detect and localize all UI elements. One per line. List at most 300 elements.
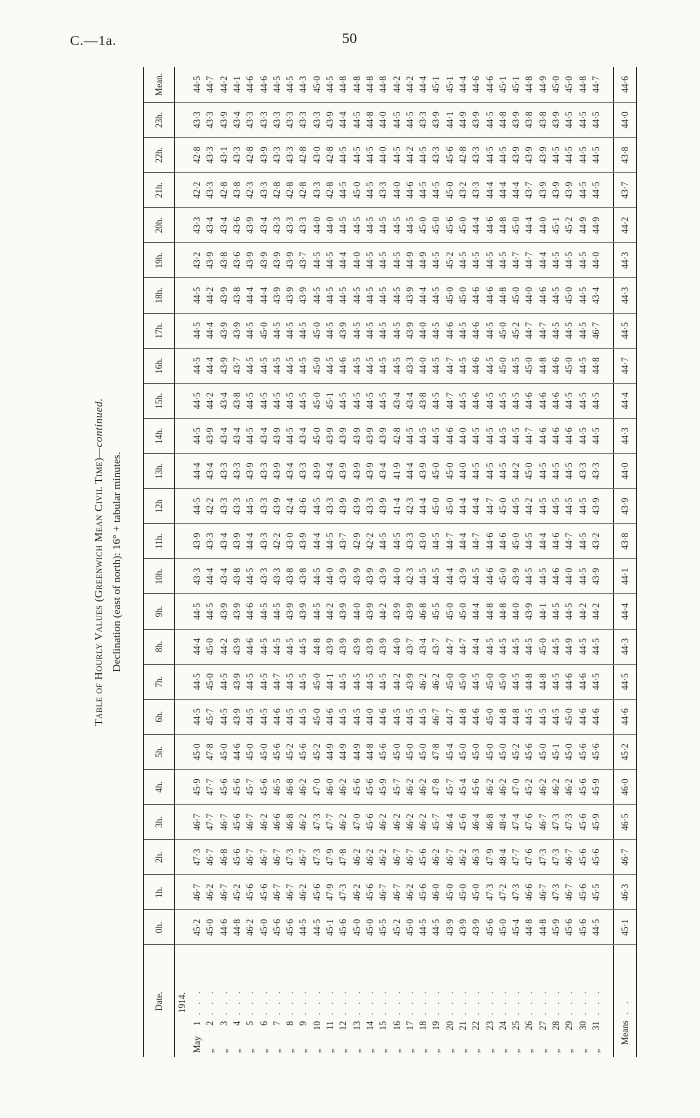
value-cell: 44·5: [430, 348, 443, 383]
value-cell: 44·5: [484, 348, 497, 383]
value-cell: 44·5: [257, 348, 270, 383]
value-cell: 44·8: [364, 734, 377, 769]
value-cell: 44·5: [470, 664, 483, 699]
caption-title-main: Table of Hourly Values (Greenwich Mean Civil Time): [93, 457, 105, 726]
caption-subtitle: Declination (east of north): 16° + tabular minutes.: [111, 451, 123, 673]
value-cell: 43·4: [297, 418, 310, 453]
leader-dots: . . .: [285, 988, 296, 1015]
empty-cell: [603, 769, 614, 804]
value-cell: 45·6: [457, 805, 470, 840]
value-cell: 44·5: [563, 489, 576, 524]
value-cell: 45·4: [457, 769, 470, 804]
value-cell: 43·3: [204, 524, 217, 559]
value-cell: 43·8: [231, 559, 244, 594]
value-cell: 44·5: [430, 418, 443, 453]
value-cell: 44·5: [364, 208, 377, 243]
value-cell: 44·5: [577, 629, 590, 664]
value-cell: 43·9: [351, 629, 364, 664]
value-cell: 43·9: [377, 489, 390, 524]
value-cell: 44·5: [257, 383, 270, 418]
value-cell: 44·4: [510, 173, 523, 208]
value-cell: 44·8: [510, 699, 523, 734]
value-cell: 44·5: [284, 67, 297, 102]
value-cell: 44·5: [430, 173, 443, 208]
month-label: „: [577, 1048, 588, 1053]
value-cell: 44·5: [484, 313, 497, 348]
value-cell: 47·8: [430, 734, 443, 769]
value-cell: 45·2: [444, 243, 457, 278]
date-cell: [257, 945, 270, 1057]
value-cell: 45·0: [470, 734, 483, 769]
value-cell: 44·2: [377, 594, 390, 629]
value-cell: 46·2: [337, 805, 350, 840]
value-cell: 44·5: [404, 208, 417, 243]
value-cell: 45·6: [577, 805, 590, 840]
value-cell: 43·3: [204, 173, 217, 208]
value-cell: 44·5: [590, 102, 603, 137]
value-cell: 43·9: [271, 418, 284, 453]
value-cell: 47·8: [337, 840, 350, 875]
value-cell: 45·0: [204, 629, 217, 664]
value-cell: 44·5: [590, 664, 603, 699]
value-cell: 45·6: [364, 805, 377, 840]
value-cell: 43·9: [324, 629, 337, 664]
value-cell: 44·4: [444, 559, 457, 594]
value-cell: 45·4: [444, 734, 457, 769]
value-cell: 44·4: [191, 453, 204, 488]
value-cell: 43·9: [377, 418, 390, 453]
leader-dots: . . .: [497, 988, 508, 1015]
value-cell: 44·5: [364, 313, 377, 348]
value-cell: 47·0: [351, 805, 364, 840]
value-cell: 43·3: [284, 102, 297, 137]
day-number: 5: [245, 1021, 256, 1026]
empty-cell: [175, 67, 192, 102]
leader-dots: . . .: [298, 988, 309, 1015]
empty-cell: [175, 524, 192, 559]
value-cell: 44·5: [337, 383, 350, 418]
leader-dots: . . .: [577, 988, 588, 1015]
value-cell: 44·4: [470, 594, 483, 629]
date-cell: [577, 945, 590, 1057]
value-cell: 43·9: [337, 594, 350, 629]
value-cell: 45·0: [311, 313, 324, 348]
value-cell: 44·5: [577, 137, 590, 172]
value-cell: 47·7: [510, 840, 523, 875]
value-cell: 43·4: [404, 383, 417, 418]
value-cell: 43·9: [284, 594, 297, 629]
value-cell: 42·3: [244, 173, 257, 208]
empty-cell: [603, 348, 614, 383]
mean-value-cell: 44·6: [614, 67, 637, 102]
table-row: [337, 67, 350, 1057]
table-row: [377, 67, 390, 1057]
value-cell: 44·5: [337, 278, 350, 313]
empty-cell: [603, 664, 614, 699]
value-cell: 46·7: [444, 840, 457, 875]
empty-cell: [603, 67, 614, 102]
value-cell: 46·2: [351, 840, 364, 875]
empty-cell: [603, 910, 614, 945]
value-cell: 44·7: [523, 418, 536, 453]
value-cell: 42·2: [364, 524, 377, 559]
value-cell: 45·5: [590, 875, 603, 910]
value-cell: 46·7: [271, 840, 284, 875]
value-cell: 43·0: [311, 137, 324, 172]
value-cell: 44·6: [537, 418, 550, 453]
value-cell: 45·9: [590, 769, 603, 804]
value-cell: 43·9: [351, 489, 364, 524]
date-cell: [351, 945, 364, 1057]
value-cell: 43·9: [244, 208, 257, 243]
table-row: [563, 67, 576, 1057]
hour-column-header: 15h.: [144, 383, 175, 418]
value-cell: 45·0: [563, 67, 576, 102]
value-cell: 44·4: [417, 489, 430, 524]
value-cell: 46·7: [191, 875, 204, 910]
month-label: „: [484, 1048, 495, 1053]
value-cell: 44·5: [390, 524, 403, 559]
value-cell: 45·1: [324, 910, 337, 945]
table-row: [537, 67, 550, 1057]
value-cell: 44·5: [377, 664, 390, 699]
value-cell: 45·6: [364, 769, 377, 804]
mean-value-cell: 43·8: [614, 137, 637, 172]
value-cell: 43·9: [417, 453, 430, 488]
value-cell: 44·5: [497, 137, 510, 172]
value-cell: 47·3: [550, 805, 563, 840]
empty-cell: [175, 173, 192, 208]
value-cell: 45·0: [523, 348, 536, 383]
value-cell: 44·4: [523, 208, 536, 243]
value-cell: 44·0: [364, 699, 377, 734]
value-cell: 44·5: [191, 664, 204, 699]
mean-value-cell: 44·5: [614, 664, 637, 699]
value-cell: 43·9: [204, 418, 217, 453]
value-cell: 44·5: [364, 278, 377, 313]
mean-value-cell: 46·5: [614, 805, 637, 840]
value-cell: 44·5: [284, 699, 297, 734]
value-cell: 44·0: [390, 173, 403, 208]
value-cell: 45·0: [430, 489, 443, 524]
value-cell: 44·5: [337, 208, 350, 243]
value-cell: 44·8: [537, 910, 550, 945]
value-cell: 44·6: [550, 524, 563, 559]
value-cell: 45·0: [311, 418, 324, 453]
hour-column-header: 19h.: [144, 243, 175, 278]
value-cell: 43·9: [337, 313, 350, 348]
value-cell: 43·3: [470, 137, 483, 172]
value-cell: 47·3: [550, 875, 563, 910]
value-cell: 43·0: [284, 524, 297, 559]
value-cell: 44·5: [577, 524, 590, 559]
table-row: [457, 67, 470, 1057]
value-cell: 44·5: [311, 559, 324, 594]
value-cell: 46·7: [537, 805, 550, 840]
value-cell: 44·4: [204, 348, 217, 383]
mean-value-cell: 44·2: [614, 208, 637, 243]
date-cell: [444, 945, 457, 1057]
value-cell: 44·7: [271, 664, 284, 699]
value-cell: 44·5: [351, 102, 364, 137]
value-cell: 43·9: [550, 173, 563, 208]
value-cell: 43·8: [523, 102, 536, 137]
value-cell: 44·7: [470, 524, 483, 559]
leader-dots: . . .: [338, 988, 349, 1015]
day-number: 21: [457, 1021, 468, 1031]
month-label: „: [205, 1048, 216, 1053]
value-cell: 46·7: [390, 875, 403, 910]
value-cell: 44·5: [457, 313, 470, 348]
value-cell: 44·5: [284, 629, 297, 664]
value-cell: 44·5: [311, 910, 324, 945]
date-cell: [377, 945, 390, 1057]
value-cell: 43·4: [218, 418, 231, 453]
value-cell: 44·4: [470, 208, 483, 243]
value-cell: 45·7: [430, 805, 443, 840]
value-cell: 47·3: [484, 875, 497, 910]
date-column-header: Date.: [144, 945, 175, 1057]
date-cell: [284, 945, 297, 1057]
empty-cell: [175, 734, 192, 769]
hour-column-header: 11h.: [144, 524, 175, 559]
value-cell: 43·3: [364, 489, 377, 524]
hour-column-header: 6h.: [144, 699, 175, 734]
value-cell: 43·4: [284, 453, 297, 488]
value-cell: 44·6: [563, 418, 576, 453]
date-cell: [470, 945, 483, 1057]
value-cell: 45·0: [311, 699, 324, 734]
value-cell: 45·9: [191, 769, 204, 804]
value-cell: 46·2: [257, 805, 270, 840]
value-cell: 43·9: [244, 243, 257, 278]
value-cell: 43·9: [231, 524, 244, 559]
value-cell: 43·8: [218, 243, 231, 278]
value-cell: 45·0: [457, 208, 470, 243]
value-cell: 44·7: [484, 489, 497, 524]
value-cell: 45·0: [497, 559, 510, 594]
hour-column-header: 7h.: [144, 664, 175, 699]
value-cell: 44·5: [550, 664, 563, 699]
value-cell: 44·9: [324, 734, 337, 769]
table-row: [364, 67, 377, 1057]
value-cell: 44·5: [390, 208, 403, 243]
value-cell: 45·1: [324, 383, 337, 418]
value-cell: 44·5: [191, 489, 204, 524]
value-cell: 43·9: [337, 559, 350, 594]
mean-value-cell: 44·3: [614, 278, 637, 313]
value-cell: 44·8: [537, 664, 550, 699]
value-cell: 47·3: [550, 840, 563, 875]
day-number: 9: [298, 1021, 309, 1026]
value-cell: 45·6: [590, 734, 603, 769]
value-cell: 44·5: [271, 313, 284, 348]
value-cell: 45·6: [231, 769, 244, 804]
value-cell: 46·2: [244, 910, 257, 945]
value-cell: 46·7: [244, 840, 257, 875]
empty-cell: [603, 208, 614, 243]
value-cell: 44·6: [271, 699, 284, 734]
value-cell: 44·7: [204, 67, 217, 102]
value-cell: 44·5: [497, 243, 510, 278]
day-number: 11: [325, 1021, 336, 1030]
date-cell: [324, 945, 337, 1057]
empty-cell: [603, 489, 614, 524]
table-row: [390, 67, 403, 1057]
value-cell: 44·5: [351, 699, 364, 734]
month-label: „: [218, 1048, 229, 1053]
value-cell: 43·9: [204, 243, 217, 278]
value-cell: 44·5: [271, 383, 284, 418]
value-cell: 44·4: [470, 629, 483, 664]
value-cell: 46·2: [204, 875, 217, 910]
value-cell: 42·8: [284, 173, 297, 208]
value-cell: 45·1: [550, 734, 563, 769]
value-cell: 43·6: [231, 243, 244, 278]
empty-cell: [603, 875, 614, 910]
value-cell: 44·4: [457, 524, 470, 559]
value-cell: 43·9: [257, 137, 270, 172]
value-cell: 44·5: [337, 137, 350, 172]
leader-dots: . . .: [218, 988, 229, 1015]
date-cell: [417, 945, 430, 1057]
day-number: 26: [524, 1021, 535, 1031]
value-cell: 44·5: [590, 418, 603, 453]
value-cell: 45·9: [377, 769, 390, 804]
mean-value-cell: 44·3: [614, 418, 637, 453]
value-cell: 47·6: [523, 840, 536, 875]
value-cell: 44·2: [218, 67, 231, 102]
value-cell: 45·0: [351, 910, 364, 945]
hour-column-header: 12h: [144, 489, 175, 524]
value-cell: 45·0: [563, 734, 576, 769]
value-cell: 44·6: [244, 594, 257, 629]
value-cell: 43·8: [231, 278, 244, 313]
hour-column-header: 1h.: [144, 875, 175, 910]
value-cell: 44·5: [510, 489, 523, 524]
empty-cell: [175, 208, 192, 243]
value-cell: 43·4: [218, 559, 231, 594]
leader-dots: . . .: [471, 988, 482, 1015]
value-cell: 43·9: [231, 629, 244, 664]
value-cell: 44·5: [417, 137, 430, 172]
value-cell: 44·5: [404, 102, 417, 137]
table-row: [204, 67, 217, 1057]
value-cell: 45·6: [297, 734, 310, 769]
month-label: „: [497, 1048, 508, 1053]
value-cell: 44·8: [364, 67, 377, 102]
value-cell: 43·9: [191, 524, 204, 559]
value-cell: 44·5: [590, 137, 603, 172]
value-cell: 45·6: [271, 910, 284, 945]
value-cell: 43·9: [351, 453, 364, 488]
value-cell: 44·5: [284, 348, 297, 383]
value-cell: 45·2: [563, 208, 576, 243]
value-cell: 43·9: [563, 173, 576, 208]
value-cell: 44·5: [577, 559, 590, 594]
value-cell: 44·0: [377, 137, 390, 172]
empty-cell: [175, 418, 192, 453]
value-cell: 45·0: [191, 734, 204, 769]
value-cell: 44·5: [537, 699, 550, 734]
hour-column-header: 13h.: [144, 453, 175, 488]
month-label: „: [245, 1048, 256, 1053]
value-cell: 47·3: [191, 840, 204, 875]
month-label: „: [325, 1048, 336, 1053]
value-cell: 44·5: [390, 102, 403, 137]
value-cell: 43·9: [510, 137, 523, 172]
value-cell: 42·8: [457, 137, 470, 172]
value-cell: 45·0: [257, 910, 270, 945]
value-cell: 45·0: [563, 278, 576, 313]
value-cell: 44·5: [351, 208, 364, 243]
value-cell: 44·5: [577, 278, 590, 313]
value-cell: 44·9: [417, 243, 430, 278]
value-cell: 44·5: [484, 137, 497, 172]
means-label-text: Means: [619, 1020, 630, 1045]
day-number: 8: [285, 1021, 296, 1026]
value-cell: 43·3: [430, 137, 443, 172]
leader-dots: . . .: [404, 988, 415, 1015]
value-cell: 45·6: [444, 208, 457, 243]
value-cell: 44·4: [311, 524, 324, 559]
empty-cell: [603, 313, 614, 348]
value-cell: 44·5: [470, 559, 483, 594]
value-cell: 47·7: [324, 805, 337, 840]
value-cell: 46·2: [297, 769, 310, 804]
value-cell: 42·8: [297, 137, 310, 172]
date-cell: [244, 945, 257, 1057]
value-cell: 45·0: [563, 699, 576, 734]
day-number: 7: [271, 1021, 282, 1026]
value-cell: 44·5: [297, 910, 310, 945]
value-cell: 44·5: [497, 629, 510, 664]
value-cell: 44·5: [377, 313, 390, 348]
value-cell: 45·2: [311, 734, 324, 769]
value-cell: 44·5: [257, 664, 270, 699]
table-row: [497, 67, 510, 1057]
value-cell: 43·4: [231, 418, 244, 453]
value-cell: 44·5: [577, 173, 590, 208]
value-cell: 47·3: [284, 840, 297, 875]
value-cell: 44·5: [390, 313, 403, 348]
value-cell: 43·9: [537, 137, 550, 172]
value-cell: 43·3: [404, 348, 417, 383]
mean-value-cell: 45·2: [614, 734, 637, 769]
value-cell: 44·6: [550, 559, 563, 594]
day-number: 2: [205, 1021, 216, 1026]
value-cell: 43·9: [590, 559, 603, 594]
date-cell: [364, 945, 377, 1057]
value-cell: 42·8: [218, 173, 231, 208]
value-cell: 44·5: [484, 243, 497, 278]
empty-cell: [175, 102, 192, 137]
value-cell: 43·9: [550, 102, 563, 137]
value-cell: 42·8: [191, 137, 204, 172]
value-cell: 47·4: [510, 805, 523, 840]
value-cell: 45·0: [204, 910, 217, 945]
value-cell: 44·5: [271, 348, 284, 383]
value-cell: 43·3: [191, 208, 204, 243]
empty-cell: [175, 875, 192, 910]
value-cell: 44·2: [390, 664, 403, 699]
month-label: „: [378, 1048, 389, 1053]
value-cell: 47·3: [311, 805, 324, 840]
value-cell: 43·9: [218, 278, 231, 313]
empty-cell: [175, 594, 192, 629]
value-cell: 43·3: [257, 173, 270, 208]
value-cell: 44·5: [430, 910, 443, 945]
